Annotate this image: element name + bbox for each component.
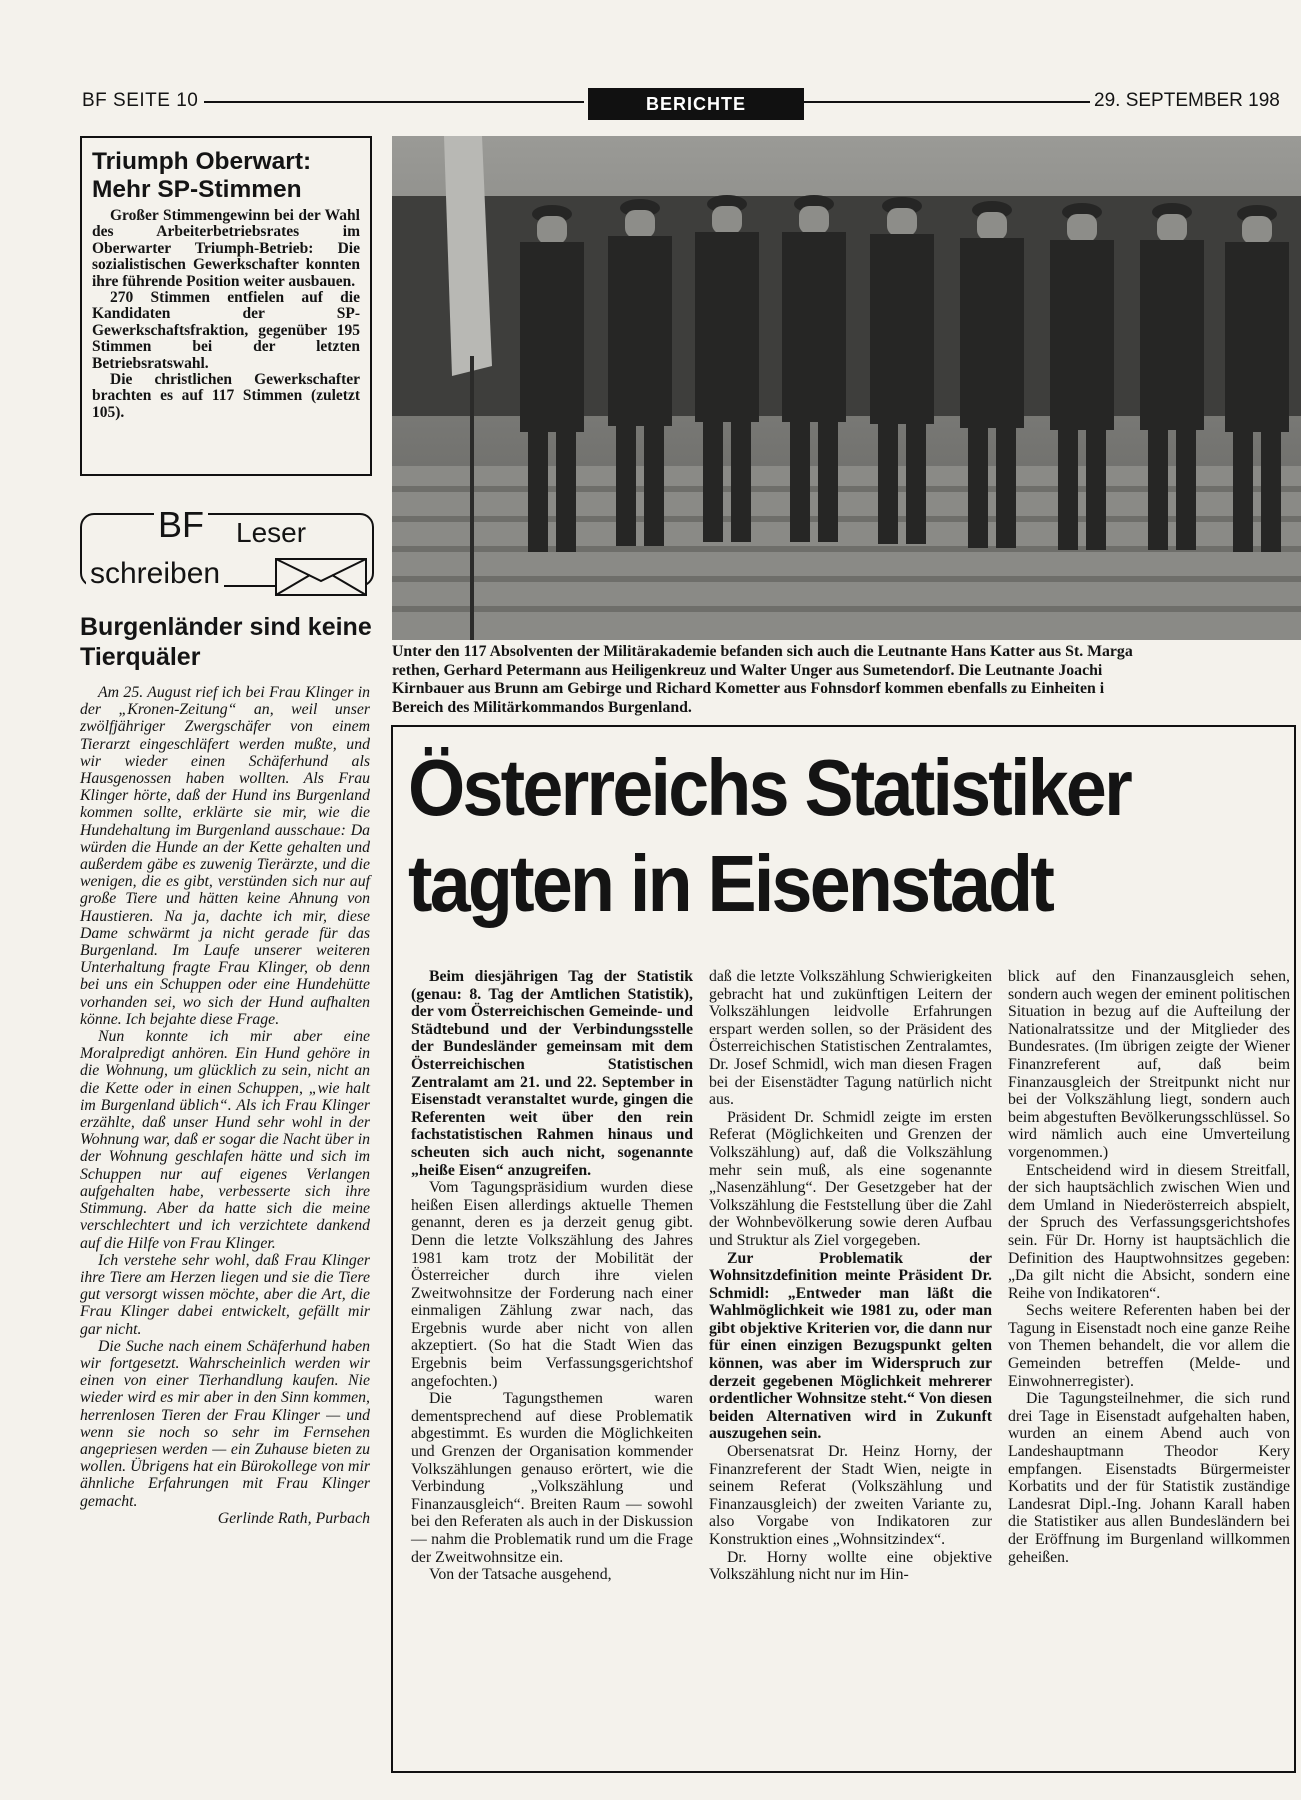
article-paragraph: Die Tagungsthemen waren dementsprechend auf diese Problematik abgestimmt. Es wurden die Möglichkeiten und Grenzen der Organisation kommender Volkszählungen genauso erörtert, wie die Verbindung „Volkszählung und Finanzausgleich“. Breiten Raum — sowohl bei den Referaten als auch in der Diskussion — nahm die Problematik rund um die Frage der Zweitwohnsitze ein.: [411, 1390, 693, 1566]
header-rule-right: [802, 101, 1090, 103]
box-article-title: Triumph Oberwart: Mehr SP-Stimmen: [92, 148, 312, 203]
letter-paragraph: Nun konnte ich mir aber eine Moralpredigt anhören. Ein Hund gehöre in die Wohnung, um glücklich zu sein, nicht an die Kette oder in einen Schuppen, „wie halt im Burgenland üblich“. Als ich Frau Klinger erzählte, daß unser Hund sehr wohl in der Wohnung war, daß er sogar die Nacht über in der Wohnung geschlafen hätte und sich im Schuppen nur auf eigenes Verlangen aufgehalten habe, verbesserte sich ihre Stimmung. Aber da hatte sich die meine verschlechtert und ich verzichtete dankend auf die Hilfe von Frau Klinger.: [80, 1028, 370, 1252]
headline-line-1: Österreichs Statistiker: [408, 743, 1130, 832]
article-paragraph: Präsident Dr. Schmidl zeigte im ersten Referat (Möglichkeiten und Grenzen der Volkszählung) auf, daß die Volkszählung mehr sein muß, als eine sogenannte „Nasenzählung“. Der Gesetzgeber hat der Volkszählung die Feststellung über die Zahl der Wohnbevölkerung sowie deren Aufbau und Struktur als Ziel vorgegeben.: [709, 1108, 992, 1249]
article-paragraph: daß die letzte Volkszählung Schwierigkeiten gebracht hat und zukünftigen Leitern der Volkszählungen leidvolle Erfahrungen erspart werden sollen, so der Präsident des Österreichischen Statistischen Zentralamtes, Dr. Josef Schmidl, wich man diesen Fragen bei der Eisenstädter Tagung natürlich nicht aus.: [709, 968, 992, 1109]
photo-caption: Unter den 117 Absolventen der Militärakademie befanden sich auch die Leutnante Hans Katter aus St. Marga rethen, Gerhard Petermann aus Heiligenkreuz und Walter Unger aus Sumetendorf. Die Leutnante Joachi Kirnbauer aus Brunn am Gebirge und Richard Kometter aus Fohnsdorf kommen ebenfalls zu Einheiten i Bereich des Militärkommandos Burgenland.: [392, 643, 1133, 716]
letter-signature: Gerlinde Rath, Purbach: [217, 1509, 370, 1527]
section-badge: BERICHTE: [588, 88, 804, 120]
article-paragraph: Sechs weitere Referenten haben bei der Tagung in Eisenstadt noch eine ganze Reihe von Themen behandelt, die vor allem die Gemeinden betreffen (Melde- und Einwohnerregister).: [1008, 1302, 1290, 1390]
article-lead: Beim diesjährigen Tag der Statistik (genau: 8. Tag der Amtlichen Statistik), der vom Österreichischen Gemeinde- und Städtebund und der Verbindungsstelle der Bundesländer gemeinsam mit dem Österreichischen Statistischen Zentralamt am 21. und 22. September in Eisenstadt veranstaltet wurde, gingen die Referenten weit über den rein fachstatistischen Rahmen hinaus und scheuten sich auch nicht, sogenannte „heiße Eisen“ anzugreifen.: [411, 968, 693, 1179]
box-article-paragraph: 270 Stimmen entfielen auf die Kandidaten der SP-Gewerkschaftsfraktion, gegenüber 195 Stimmen bei der letzten Betriebsratswahl.: [92, 289, 360, 372]
letter-title: Burgenländer sind keine Tierquäler: [80, 613, 372, 671]
logo-leser: Leser: [232, 517, 310, 549]
box-article-paragraph: Großer Stimmengewinn bei der Wahl des Arbeiterbetriebsrates im Oberwarter Triumph-Betrieb: Die sozialistischen Gewerkschafter konnten ihre führende Position weiter ausbauen.: [92, 207, 360, 290]
article-paragraph: Obersenatsrat Dr. Heinz Horny, der Finanzreferent der Stadt Wien, neigte in seinem Referat (Volkszählung und Finanzausgleich) der zweiten Variante zu, also Vorgabe von Indikatoren zur Konstruktion eines „Wohnsitzindex“.: [709, 1443, 992, 1548]
article-paragraph: Vom Tagungspräsidium wurden diese heißen Eisen allerdings aktuelle Themen genannt, deren es ja derzeit genug gibt. Denn die letzte Volkszählung des Jahres 1981 kam trotz der Mobilität der Österreicher durch ihre vielen Zweitwohnsitze der Forderung nach einer einmaligen Zählung zwar nach, das Ergebnis wurde aber nicht von allen akzeptiert. (So hat die Stadt Wien das Ergebnis beim Verfassungsgerichtshof angefochten.): [411, 1179, 693, 1390]
article-paragraph: Von der Tatsache ausgehend,: [429, 1566, 612, 1584]
headline-line-2: tagten in Eisenstadt: [408, 839, 1053, 928]
header-rule-left: [204, 101, 584, 103]
page-number-label: BF SEITE 10: [82, 90, 199, 111]
article-column-3: [1008, 968, 1290, 1566]
box-article: [80, 136, 372, 476]
readers-letters-logo: [80, 505, 372, 603]
article-paragraph-bold: Zur Problematik der Wohnsitzdefinition meinte Präsident Dr. Schmidl: „Entweder man läßt die Wahlmöglichkeit wie 1981 zu, oder man gibt objektive Kriterien vor, die dann nur für einen einzigen Bezugspunkt gelten können, was aber im Widerspruch zur derzeit gegebenen Möglichkeit mehrerer ordentlicher Wohnsitze steht.“ Von diesen beiden Alternativen wird in Zukunft auszugehen sein.: [709, 1249, 992, 1443]
letter-body: [80, 684, 370, 1527]
letter-paragraph: Die Suche nach einem Schäferhund haben wir fortgesetzt. Wahrscheinlich werden wir einen von einer Tierhandlung kaufen. Nie wieder wird es mir aber in den Sinn kommen, herrenlosen Tieren der Frau Klinger — und wenn sie noch so sehr im Fernsehen angepriesen werden — ein Zuhause bieten zu wollen. Übrigens hat ein Bürokollege von mir ähnliche Erfahrungen mit Frau Klinger gemacht.: [80, 1337, 370, 1510]
logo-bf: BF: [154, 505, 208, 545]
logo-schreiben: schreiben: [86, 557, 224, 591]
envelope-icon: [274, 557, 368, 597]
article-column-1: [411, 968, 693, 1584]
box-article-paragraph: Die christlichen Gewerkschafter brachten es auf 117 Stimmen (zuletzt 105).: [92, 371, 360, 421]
letter-paragraph: Ich verstehe sehr wohl, daß Frau Klinger ihre Tiere am Herzen liegen und sie die Tiere gut versorgt wissen möchte, aber die Art, die Frau Klinger dabei entwickelt, gefällt mir gar nicht.: [80, 1251, 370, 1338]
letter-paragraph: Am 25. August rief ich bei Frau Klinger in der „Kronen-Zeitung“ an, weil unser zwölfjähriger Zwergschäfer von einem Tierarzt eingeschläfert werden mußte, und wir wieder einen Schäferhund als Hausgenossen haben wollten. Als Frau Klinger hörte, daß der Hund ins Burgenland kommen sollte, erklärte sie mir, wie die Hundehaltung im Burgenland ausschaue: Da würden die Hunde an der Kette gehalten und außerdem gäbe es zuwenig Tierärzte, und die wenigen, die es gibt, verstünden sich nur auf große Tiere und hätten keine Ahnung von Haustieren. Na ja, dachte ich mir, diese Dame schwärmt ja nicht gerade für das Burgenland. Im Laufe unserer weiteren Unterhaltung fragte Frau Klinger, ob denn bei uns ein Schuppen oder eine Hundehütte vorhanden sei, wo sich der Hund aufhalten könne. Ich bejahte diese Frage.: [80, 684, 370, 1028]
main-headline: [408, 740, 1218, 932]
article-column-2: [709, 968, 992, 1584]
article-paragraph: blick auf den Finanzausgleich sehen, sondern auch wegen der eminent politischen Situation in bezug auf die Aufteilung der Nationalratssitze und der Mitglieder des Bundesrates. (Im übrigen zeigte der Wiener Finanzreferent auf, daß beim Finanzausgleich der Streitpunkt nicht nur bei der Volkszählung liegt, sondern auch beim abgestuften Bevölkerungsschlüssel. So wird nämlich auch eine Umverteilung vorgenommen.): [1008, 968, 1290, 1161]
article-paragraph: Entscheidend wird in diesem Streitfall, der sich hauptsächlich zwischen Wien und dem Umland in Niederösterreich abspielt, der Spruch des Verfassungsgerichtshofes sein. Für Dr. Horny ist hauptsächlich die Definition des Hauptwohnsitzes gegeben: „Da gilt nicht die Absicht, sondern eine Reihe von Indikatoren“.: [1008, 1161, 1290, 1302]
military-parade-photo: [392, 136, 1301, 640]
article-paragraph: Die Tagungsteilnehmer, die sich rund drei Tage in Eisenstadt aufgehalten haben, wurden an einem Abend auch von Landeshauptmann Theodor Kery empfangen. Eisenstadts Bürgermeister Korbatits und der für Statistik zuständige Landesrat Dipl.-Ing. Johann Karall haben die Statistiker aus allen Bundesländern bei der Eröffnung im Burgenland willkommen geheißen.: [1008, 1390, 1290, 1566]
article-paragraph: Dr. Horny wollte eine objektive Volkszählung nicht nur im Hin-: [709, 1548, 992, 1584]
issue-date: 29. SEPTEMBER 198: [1094, 90, 1280, 111]
